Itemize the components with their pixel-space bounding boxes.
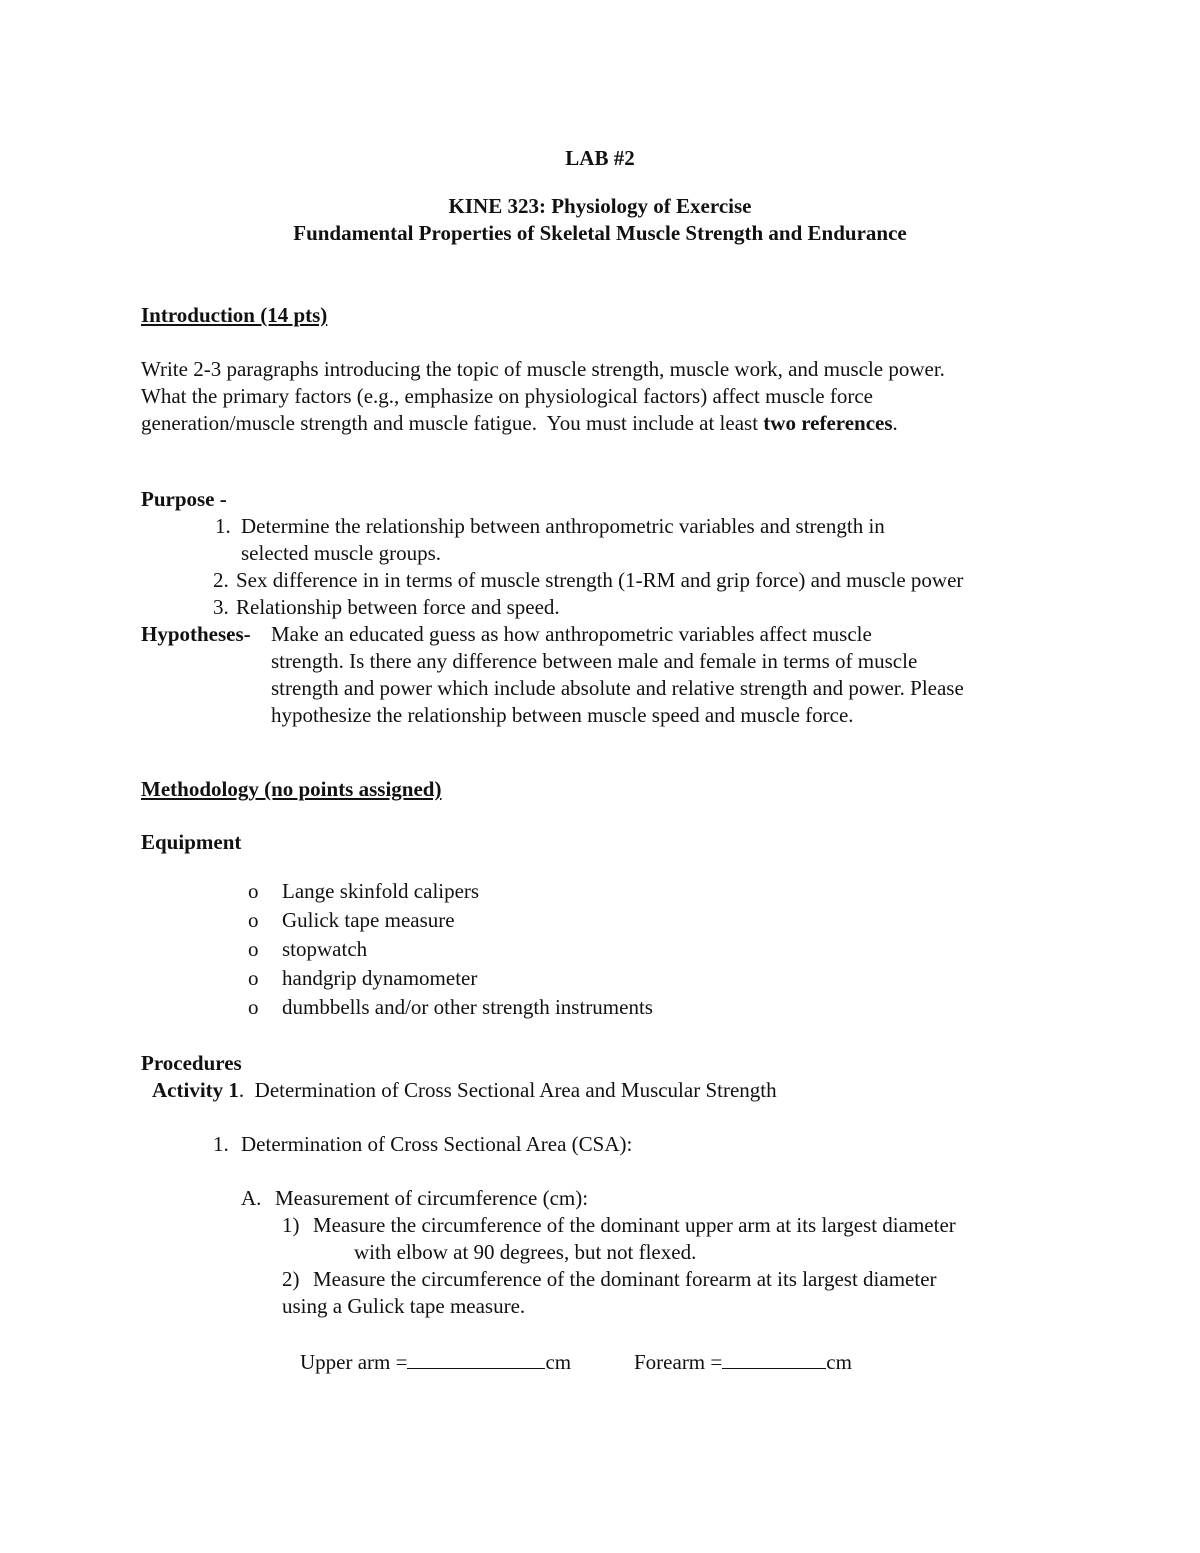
- equipment-item: stopwatch: [282, 937, 368, 961]
- course-title: KINE 323: Physiology of Exercise: [448, 194, 752, 218]
- equipment-heading: Equipment: [141, 830, 242, 854]
- intro-line-3-end: .: [892, 411, 898, 435]
- hypotheses-line-3: strength and power which include absolute and relative strength and power. Please: [271, 676, 964, 700]
- purpose-item-1-number: 1.: [215, 514, 231, 538]
- procedures-heading: Procedures: [141, 1051, 242, 1075]
- upper-arm-label: Upper arm =: [300, 1350, 408, 1374]
- forearm-entry: [634, 1348, 852, 1376]
- step-1-text: Determination of Cross Sectional Area (CSA):: [241, 1132, 633, 1156]
- two-references-emphasis: two references: [763, 411, 893, 435]
- purpose-heading: Purpose -: [141, 487, 227, 511]
- measurement-1-number: 1): [282, 1213, 300, 1237]
- purpose-item-3-number: 3.: [213, 595, 229, 619]
- equipment-item: handgrip dynamometer: [282, 966, 478, 990]
- intro-line-2: What the primary factors (e.g., emphasize on physiological factors) affect muscle force: [141, 384, 873, 408]
- measurement-2-line-1: Measure the circumference of the dominant forearm at its largest diameter: [313, 1267, 937, 1291]
- equipment-item: dumbbells and/or other strength instruments: [282, 995, 653, 1019]
- intro-line-1: Write 2-3 paragraphs introducing the topic of muscle strength, muscle work, and muscle power.: [141, 357, 945, 381]
- activity-1-title: [152, 1077, 777, 1104]
- intro-line-3-text: generation/muscle strength and muscle fatigue. You must include at least: [141, 411, 764, 435]
- lab-number: LAB #2: [565, 146, 635, 170]
- activity-1-label: Activity 1: [152, 1078, 239, 1102]
- purpose-item-1-line-1: Determine the relationship between anthropometric variables and strength in: [241, 514, 885, 538]
- forearm-label: Forearm =: [634, 1350, 723, 1374]
- equipment-bullet: o: [248, 995, 259, 1019]
- intro-line-3: [141, 410, 898, 437]
- hypotheses-heading: Hypotheses-: [141, 622, 251, 646]
- forearm-blank[interactable]: [722, 1348, 826, 1369]
- upper-arm-unit: cm: [545, 1350, 572, 1374]
- equipment-item: Lange skinfold calipers: [282, 879, 480, 903]
- forearm-unit: cm: [826, 1350, 852, 1374]
- methodology-heading: Methodology (no points assigned): [141, 777, 442, 801]
- measurement-1-line-2: with elbow at 90 degrees, but not flexed.: [354, 1240, 697, 1264]
- purpose-item-2-number: 2.: [213, 568, 229, 592]
- upper-arm-entry: [300, 1348, 571, 1376]
- upper-arm-blank[interactable]: [407, 1348, 545, 1369]
- hypotheses-line-1: Make an educated guess as how anthropometric variables affect muscle: [271, 622, 872, 646]
- equipment-bullet: o: [248, 966, 259, 990]
- lab-subtitle: Fundamental Properties of Skeletal Muscle Strength and Endurance: [293, 221, 907, 245]
- activity-1-text: . Determination of Cross Sectional Area and Muscular Strength: [238, 1078, 777, 1102]
- equipment-bullet: o: [248, 879, 259, 903]
- measurement-2-number: 2): [282, 1267, 300, 1291]
- introduction-heading: Introduction (14 pts): [141, 303, 328, 327]
- hypotheses-line-2: strength. Is there any difference between male and female in terms of muscle: [271, 649, 918, 673]
- measurement-2-line-2: using a Gulick tape measure.: [282, 1294, 526, 1318]
- purpose-item-3-text: Relationship between force and speed.: [236, 595, 560, 619]
- hypotheses-line-4: hypothesize the relationship between muscle speed and muscle force.: [271, 703, 854, 727]
- sub-step-a-text: Measurement of circumference (cm):: [275, 1186, 589, 1210]
- sub-step-a-letter: A.: [241, 1186, 262, 1210]
- purpose-item-2-text: Sex difference in in terms of muscle strength (1-RM and grip force) and muscle power: [236, 568, 964, 592]
- equipment-item: Gulick tape measure: [282, 908, 455, 932]
- equipment-bullet: o: [248, 908, 259, 932]
- step-1-number: 1.: [213, 1132, 229, 1156]
- measurement-1-line-1: Measure the circumference of the dominant upper arm at its largest diameter: [313, 1213, 956, 1237]
- equipment-bullet: o: [248, 937, 259, 961]
- purpose-item-1-line-2: selected muscle groups.: [241, 541, 442, 565]
